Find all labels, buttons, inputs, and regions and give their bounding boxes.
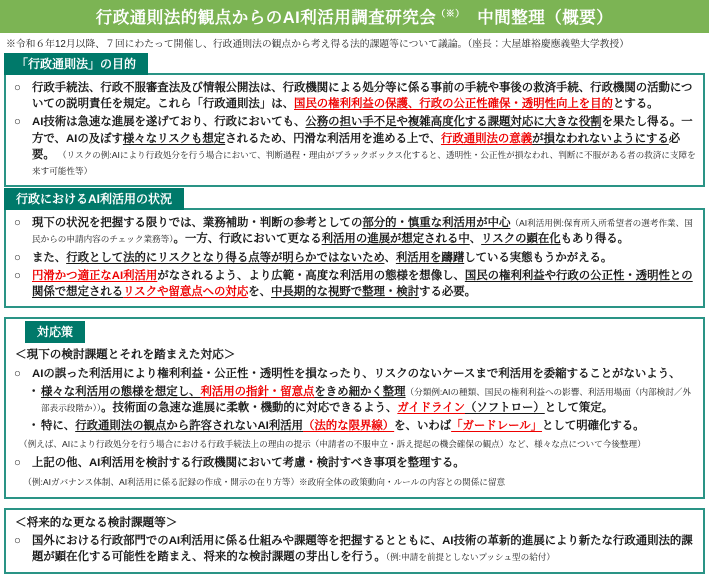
subtitle: ※令和６年12月以降、７回にわたって開催し、行政通則法の観点から考え得る法的課題等について議論。（座長：大屋雄裕慶應義塾大学教授）: [6, 39, 630, 50]
list-item-note: [13, 436, 696, 453]
text-segment: もあり得る。: [560, 233, 630, 246]
text-segment: として策定。: [544, 401, 614, 414]
text-segment: 円滑かつ適正なAI利活用: [32, 269, 158, 282]
text-segment: が損なわれないようにする: [532, 132, 669, 145]
list-item-bullet: [13, 215, 696, 247]
text-segment: がなされるよう、より広範・高度な利活用の態様を想像し、: [157, 269, 465, 282]
text-segment: （分類例:AIの種類、国民の権利利益への影響、利活用場面（内部検討／外部表示段階か））: [41, 386, 692, 413]
text-segment: （例:AIガバナンス体制、AI利活用に係る記録の作成・開示の在り方等）※政府全体の政策動向・ルールの内容との関係に留意: [19, 476, 506, 487]
text-segment: 現下の状況を把握する限りでは、業務補助・判断の参考としての: [32, 217, 363, 230]
section-ai-usage-status: [4, 192, 705, 308]
text-segment: 中長期的な視野で整理・検討: [271, 285, 420, 298]
text-segment: ガイドライン: [397, 401, 465, 414]
title-tail: 中間整理（概要）: [460, 9, 614, 27]
list-item-bullet: [13, 455, 696, 471]
text-segment: （例えば、AIにより行政処分を行う場合における行政手続法上の理由の提示（申請者の不服申立・訴え提起の機会確保の観点）など、様々な点について今後整理）: [19, 439, 646, 450]
title-note-marker: （※）: [436, 8, 461, 19]
list-item-bullet: [13, 268, 696, 300]
text-segment: を、いわば: [394, 420, 452, 433]
section-measures: [4, 317, 705, 499]
title-main: 行政通則法的観点からのAI利活用調査研究会: [95, 9, 437, 27]
text-segment: リスクや留意点への対応: [123, 285, 249, 298]
bullet-marker: ○: [14, 269, 21, 282]
text-segment: されるため、円滑な利活用を進める上で、: [225, 132, 441, 145]
bullet-marker: ○: [14, 535, 21, 548]
text-segment: として明確化する。: [542, 420, 645, 433]
text-segment: （法的な限界線）: [303, 420, 395, 433]
bullet-marker: ○: [14, 367, 21, 380]
section-body-future: [13, 515, 696, 566]
page-title: [0, 0, 709, 33]
text-segment: を、: [248, 285, 272, 298]
text-segment: （リスクの例:AIにより行政処分を行う場合において、判断過程・理由がブラックボックス化すると、透明性・公正性が損なわれ、判断に不服がある者の救済に支障を来す可能性等）: [32, 149, 696, 176]
text-segment: 、: [469, 233, 482, 246]
text-segment: を果たし得る。一方で、AIの及ぼす: [32, 116, 693, 145]
section-header-measures: 対応策: [25, 321, 85, 343]
text-segment: 上記の他、AI利活用を検討する行政機関において考慮・検討すべき事項を整理する。: [32, 457, 465, 470]
text-segment: 行政として法的にリスクとなり得る点等が明らかではないため: [66, 251, 385, 264]
text-segment: （AI利活用例:保育所入所希望者の選考作業、国民からの申請内容のチェック業務等）: [32, 218, 693, 245]
text-segment: 様々な利活用の態様を想定し、: [41, 385, 201, 398]
list-item-heading: [13, 515, 696, 531]
text-segment: リスクの顕在化: [481, 233, 561, 246]
text-segment: （ソフトロー）: [465, 401, 545, 414]
text-segment: している実態もうかがえる。: [464, 251, 613, 264]
text-segment: 行政通則法の意義: [440, 132, 533, 145]
text-segment: 。一方、行政において更なる: [173, 233, 322, 246]
text-segment: AI技術は急速な進展を遂げており、行政においても、: [32, 116, 306, 129]
text-segment: ＜将来的な更なる検討課題等＞: [15, 515, 178, 529]
list-item-bullet: [13, 114, 696, 179]
bullet-marker: ○: [14, 251, 21, 264]
list-item-sub: [26, 418, 696, 434]
bullet-marker: ○: [14, 217, 21, 230]
bullet-marker: ・: [28, 385, 40, 398]
text-segment: とする。: [612, 98, 659, 111]
text-segment: をきめ細かく整理: [314, 385, 406, 398]
list-item-note: [13, 474, 696, 491]
bullet-marker: ・: [28, 420, 40, 433]
text-segment: 行政通則法の観点から許容されないAI利活用: [75, 420, 304, 433]
text-segment: 国民の権利利益や行政の公正性・透明性との関係で想定される: [32, 269, 693, 298]
text-segment: 利活用の進展が想定される中: [321, 233, 470, 246]
list-item-bullet: [13, 366, 696, 382]
section-body-measures: [13, 347, 696, 491]
text-segment: 部分的・慎重な利活用が中心: [362, 217, 511, 230]
section-header-purpose: 「行政通則法」の目的: [4, 53, 148, 75]
text-segment: 様々なリスクも想定: [122, 132, 226, 145]
bullet-marker: ○: [14, 82, 21, 94]
text-segment: 特に、: [41, 420, 76, 433]
bullet-marker: ○: [14, 116, 21, 129]
section-header-status: 行政におけるAI利活用の状況: [4, 188, 184, 210]
section-general-law-purpose: [4, 57, 705, 187]
text-segment: 、: [384, 251, 396, 264]
text-segment: 。技術面の急速な進展に柔軟・機動的に対応できるよう、: [101, 401, 398, 414]
text-segment: 行政手続法、行政不服審査法及び情報公開法は、行政機関による処分等に係る事前の手続や事後の救済手続、行政機関の活動についての説明責任を規定。これら「行政通則法」は、: [32, 82, 693, 111]
list-item-bullet: [13, 80, 696, 112]
text-segment: 利活用を躊躇: [395, 251, 465, 264]
text-segment: 国民の権利利益の保護、行政の公正性確保・透明性向上を目的: [294, 98, 613, 111]
text-segment: する必要。: [419, 285, 477, 298]
text-segment: AIの誤った利活用により権利利益・公正性・透明性を損なったり、リスクのないケースまで利活用を委縮することがないよう、: [32, 367, 681, 380]
bullet-marker: ○: [14, 457, 21, 470]
list-item-heading: [13, 347, 696, 363]
text-segment: また、: [32, 251, 67, 264]
text-segment: （例:申請を前提としないプッシュ型の給付）: [385, 552, 555, 563]
text-segment: 公務の担い手不足や複雑高度化する課題対応に大きな役割: [305, 116, 602, 129]
text-segment: ＜現下の検討課題とそれを踏まえた対応＞: [15, 348, 236, 362]
list-item-bullet: [13, 250, 696, 266]
text-segment: 国外における行政部門でのAI利活用に係る仕組みや課題等を把握するとともに、AI技術の革新的進展により新たな行政通則法的課題が顕在化する可能性を踏まえ、将来的な検討課題の芽出しを行う。: [32, 535, 693, 564]
section-body-status: [13, 215, 696, 300]
text-segment: 利活用の指針・留意点: [200, 385, 315, 398]
list-item-bullet: [13, 533, 696, 565]
list-item-sub: [26, 384, 696, 416]
text-segment: 「ガードレール」: [451, 420, 543, 433]
text-segment: 必要。: [32, 132, 681, 161]
section-body-purpose: [13, 80, 696, 179]
section-future-topics: [4, 508, 705, 574]
